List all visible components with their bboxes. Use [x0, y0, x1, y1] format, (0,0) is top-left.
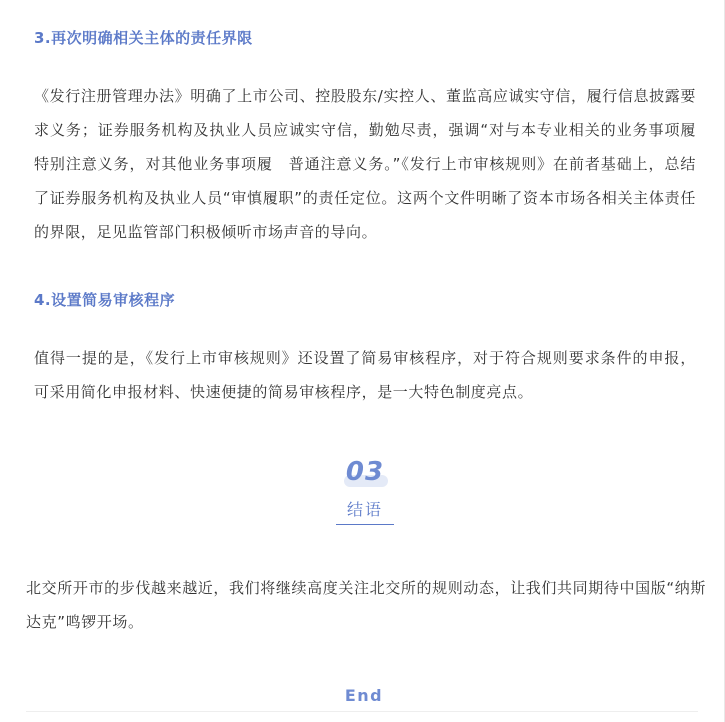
conclusion-title-underline: [336, 524, 394, 525]
section-number-badge: [336, 454, 394, 490]
conclusion-title: 结语: [346, 500, 383, 519]
section-number: 03: [345, 457, 385, 487]
end-label: End: [344, 686, 384, 705]
section-4-paragraph: 值得一提的是，《发行上市审核规则》还设置了简易审核程序，对于符合规则要求条件的申报，可采用简化申报材料、快速便捷的简易审核程序，是一大特色制度亮点。: [34, 349, 696, 401]
section-3-heading: 3.再次明确相关主体的责任界限: [34, 29, 253, 47]
section-3-paragraph: 《发行注册管理办法》明确了上市公司、控股股东/实控人、董监高应诚实守信，履行信息披露要求义务；证券服务机构及执业人员应诚实守信，勤勉尽责，强调“对与本专业相关的业务事项履 特别注意义务，对其他业务事项履 普通注意义务。”《发行上市审核规则》在前者基础上，总结了证券服务机构及执业人员“审慎履职”的责任定位。这两个文件明晰了资本市场各相关主体责任的界限，足见监管部门积极倾听市场声音的导向。: [34, 87, 712, 241]
section-4-heading: 4.设置简易审核程序: [34, 291, 176, 309]
footer-divider: [26, 711, 698, 712]
conclusion-paragraph: 北交所开市的步伐越来越近，我们将继续高度关注北交所的规则动态，让我们共同期待中国版“纳斯达克”鸣锣开场。: [26, 579, 706, 631]
